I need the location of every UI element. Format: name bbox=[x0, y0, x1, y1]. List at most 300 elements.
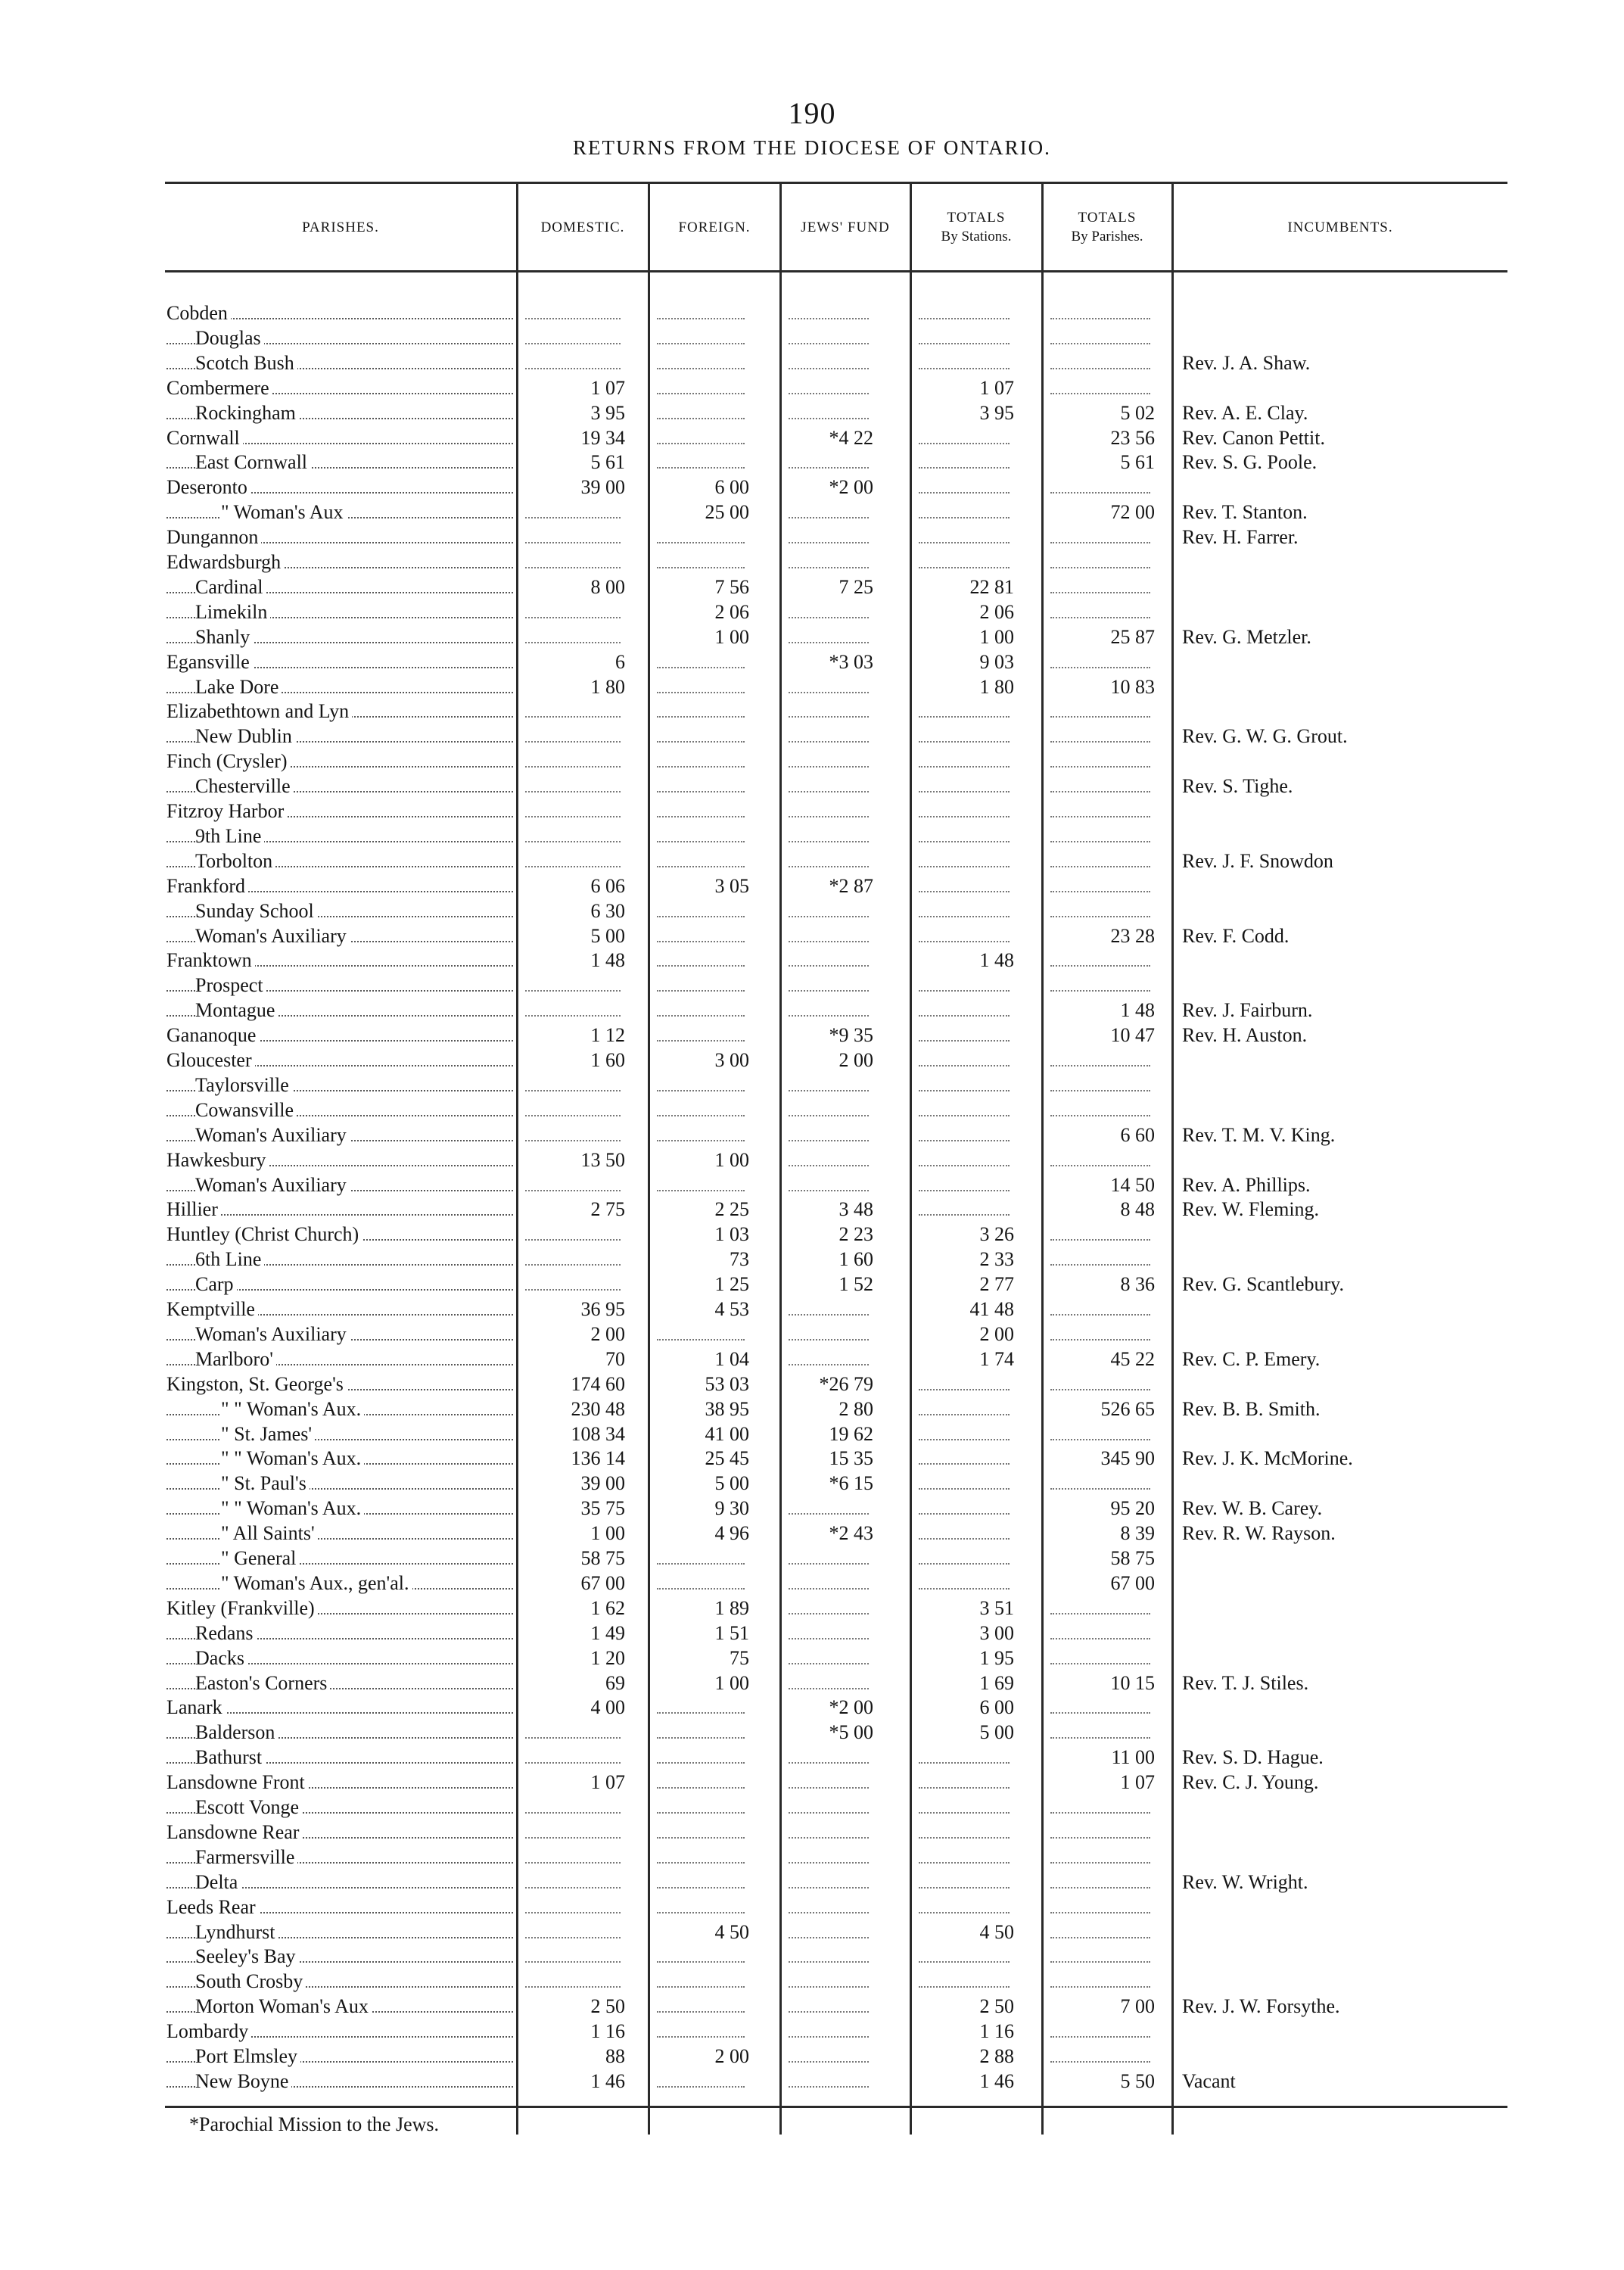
foreign-amount bbox=[652, 1895, 749, 1920]
dot-leader bbox=[657, 774, 745, 792]
jews-fund-amount bbox=[784, 1845, 873, 1870]
domestic-amount: 39 00 bbox=[580, 1472, 625, 1495]
dot-leader bbox=[789, 550, 869, 568]
dot-leader bbox=[525, 774, 621, 792]
foreign-amount: 1 04 bbox=[714, 1347, 749, 1370]
parish-name: Port Elmsley bbox=[195, 2045, 300, 2067]
total-by-parishes: 10 15 bbox=[1110, 1671, 1155, 1694]
dot-leader bbox=[789, 1098, 869, 1116]
parish-name: Douglas bbox=[195, 327, 264, 349]
dot-leader bbox=[789, 301, 869, 319]
foreign-amount bbox=[652, 948, 749, 973]
total-by-parishes bbox=[1046, 1646, 1155, 1671]
foreign-amount bbox=[652, 326, 749, 350]
parish-name-cell bbox=[166, 1322, 518, 1347]
dot-leader bbox=[1050, 376, 1150, 394]
parish-name: Hawkesbury bbox=[166, 1149, 269, 1171]
dot-leader bbox=[919, 1745, 1010, 1764]
jews-fund-amount: *4 22 bbox=[829, 426, 873, 449]
total-by-stations bbox=[914, 1845, 1014, 1870]
total-by-stations: 5 00 bbox=[979, 1721, 1014, 1744]
total-by-parishes bbox=[1046, 799, 1155, 824]
jews-fund-amount bbox=[784, 849, 873, 873]
total-by-stations bbox=[914, 426, 1014, 450]
total-by-parishes: 6 60 bbox=[1120, 1123, 1155, 1146]
dot-leader bbox=[789, 1745, 869, 1764]
foreign-amount bbox=[652, 1098, 749, 1123]
domestic-amount: 174 60 bbox=[571, 1372, 625, 1395]
table-row bbox=[0, 1795, 1624, 1820]
incumbent-name: Rev. H. Auston. bbox=[1182, 1024, 1308, 1047]
foreign-amount bbox=[652, 724, 749, 749]
dot-leader bbox=[789, 1571, 869, 1590]
jews-fund-amount: *5 00 bbox=[829, 1721, 873, 1744]
domestic-amount: 35 75 bbox=[580, 1497, 625, 1520]
dot-leader bbox=[1050, 1148, 1150, 1166]
dot-leader bbox=[789, 948, 869, 967]
foreign-amount: 1 00 bbox=[714, 625, 749, 648]
parish-name-cell bbox=[166, 1023, 518, 1048]
foreign-amount: 4 53 bbox=[714, 1298, 749, 1320]
dot-leader bbox=[919, 1546, 1010, 1565]
table-row bbox=[0, 1322, 1624, 1347]
total-by-parishes bbox=[1046, 650, 1155, 674]
parish-name-cell bbox=[166, 1770, 518, 1795]
parish-name-cell bbox=[166, 525, 518, 550]
total-by-parishes bbox=[1046, 1820, 1155, 1845]
domestic-amount bbox=[521, 1272, 625, 1297]
dot-leader bbox=[789, 1148, 869, 1166]
jews-fund-amount: 2 23 bbox=[838, 1223, 873, 1246]
parish-name: Fitzroy Harbor bbox=[166, 800, 287, 822]
total-by-stations bbox=[914, 1571, 1014, 1596]
incumbent-name bbox=[1182, 1297, 1606, 1322]
total-by-parishes bbox=[1046, 1596, 1155, 1621]
dot-leader bbox=[919, 1870, 1010, 1889]
dot-leader bbox=[1050, 1322, 1150, 1341]
dot-leader bbox=[1050, 2019, 1150, 2038]
dot-leader bbox=[525, 500, 621, 518]
total-by-stations bbox=[914, 1521, 1014, 1546]
incumbent-name: Rev. W. Wright. bbox=[1182, 1870, 1308, 1893]
dot-leader bbox=[525, 724, 621, 743]
total-by-stations: 22 81 bbox=[969, 575, 1014, 598]
jews-fund-amount bbox=[784, 1646, 873, 1671]
domestic-amount: 70 bbox=[605, 1347, 625, 1370]
jews-fund-amount bbox=[784, 1347, 873, 1372]
parish-name: Egansville bbox=[166, 651, 253, 673]
table-row bbox=[0, 1820, 1624, 1845]
foreign-amount bbox=[652, 1845, 749, 1870]
table-row bbox=[0, 1920, 1624, 1945]
jews-fund-amount bbox=[784, 1621, 873, 1646]
dot-leader bbox=[657, 1720, 745, 1739]
dot-leader bbox=[789, 1646, 869, 1664]
incumbent-name bbox=[1182, 2044, 1606, 2069]
dot-leader bbox=[789, 1546, 869, 1565]
incumbent-name: Rev. B. B. Smith. bbox=[1182, 1397, 1321, 1420]
jews-fund-amount bbox=[784, 1297, 873, 1322]
dot-leader bbox=[1050, 1920, 1150, 1938]
incumbent-name bbox=[1182, 1621, 1606, 1646]
total-by-parishes bbox=[1046, 699, 1155, 724]
dot-leader bbox=[525, 1173, 621, 1191]
dot-leader bbox=[919, 1521, 1010, 1540]
foreign-amount bbox=[652, 1795, 749, 1820]
total-by-parishes: 95 20 bbox=[1110, 1497, 1155, 1520]
total-by-parishes: 25 87 bbox=[1110, 625, 1155, 648]
domestic-amount bbox=[521, 824, 625, 849]
parish-name-cell bbox=[166, 1123, 518, 1147]
table-row bbox=[0, 426, 1624, 450]
parish-name: Farmersville bbox=[195, 1846, 297, 1868]
domestic-amount: 2 75 bbox=[590, 1198, 625, 1221]
parish-name: Cowansville bbox=[195, 1099, 297, 1121]
parish-name-cell bbox=[166, 1895, 518, 1920]
total-by-parishes bbox=[1046, 1422, 1155, 1446]
foreign-amount bbox=[652, 1546, 749, 1571]
total-by-stations: 2 77 bbox=[979, 1273, 1014, 1296]
foreign-amount bbox=[652, 924, 749, 948]
total-by-stations bbox=[914, 724, 1014, 749]
incumbent-name: Rev. J. Fairburn. bbox=[1182, 999, 1313, 1022]
incumbent-name: Rev. H. Farrer. bbox=[1182, 526, 1299, 549]
domestic-amount: 1 07 bbox=[590, 376, 625, 399]
dot-leader bbox=[789, 525, 869, 543]
dot-leader bbox=[525, 326, 621, 344]
parish-name-cell bbox=[166, 1297, 518, 1322]
dot-leader bbox=[1050, 1247, 1150, 1266]
incumbent-name bbox=[1182, 1222, 1606, 1247]
table-row bbox=[0, 475, 1624, 500]
total-by-parishes bbox=[1046, 550, 1155, 575]
dot-leader bbox=[657, 301, 745, 319]
parish-name-cell bbox=[166, 699, 518, 724]
jews-fund-amount bbox=[784, 1496, 873, 1521]
table-row bbox=[0, 1222, 1624, 1247]
domestic-amount: 58 75 bbox=[580, 1547, 625, 1569]
parish-name-cell bbox=[166, 1745, 518, 1770]
dot-leader bbox=[789, 724, 869, 743]
parish-name: " " Woman's Aux. bbox=[221, 1447, 364, 1469]
total-by-stations bbox=[914, 525, 1014, 550]
incumbent-name bbox=[1182, 1720, 1606, 1745]
jews-fund-amount bbox=[784, 1770, 873, 1795]
total-by-stations bbox=[914, 550, 1014, 575]
dot-leader bbox=[1050, 1422, 1150, 1440]
incumbent-name bbox=[1182, 1695, 1606, 1720]
incumbent-name: Rev. C. J. Young. bbox=[1182, 1771, 1319, 1794]
parish-name: New Dublin bbox=[195, 725, 295, 747]
dot-leader bbox=[657, 1322, 745, 1341]
domestic-amount bbox=[521, 600, 625, 624]
total-by-stations bbox=[914, 799, 1014, 824]
parish-name: Shanly bbox=[195, 626, 253, 648]
table-row bbox=[0, 1521, 1624, 1546]
jews-fund-amount: 3 48 bbox=[838, 1198, 873, 1221]
parish-name-cell bbox=[166, 1471, 518, 1496]
table-row bbox=[0, 550, 1624, 575]
foreign-amount bbox=[652, 401, 749, 425]
total-by-stations bbox=[914, 1397, 1014, 1421]
dot-leader bbox=[657, 351, 745, 369]
foreign-amount bbox=[652, 351, 749, 375]
domestic-amount bbox=[521, 625, 625, 649]
dot-leader bbox=[657, 724, 745, 743]
total-by-parishes bbox=[1046, 1148, 1155, 1172]
total-by-stations: 3 95 bbox=[979, 401, 1014, 424]
dot-leader bbox=[789, 1621, 869, 1639]
table-row bbox=[0, 625, 1624, 649]
dot-leader bbox=[657, 824, 745, 842]
dot-leader bbox=[1050, 1297, 1150, 1316]
table-row bbox=[0, 874, 1624, 898]
dot-leader bbox=[1050, 1098, 1150, 1116]
jews-fund-amount bbox=[784, 1920, 873, 1945]
foreign-amount: 1 00 bbox=[714, 1148, 749, 1171]
dot-leader bbox=[919, 525, 1010, 543]
incumbent-name bbox=[1182, 874, 1606, 898]
jews-fund-amount bbox=[784, 2069, 873, 2094]
total-by-parishes bbox=[1046, 899, 1155, 923]
foreign-amount bbox=[652, 1720, 749, 1745]
foreign-amount bbox=[652, 799, 749, 824]
foreign-amount bbox=[652, 849, 749, 873]
parish-name-cell bbox=[166, 426, 518, 450]
incumbent-name bbox=[1182, 973, 1606, 998]
incumbent-name bbox=[1182, 1422, 1606, 1446]
jews-fund-amount bbox=[784, 799, 873, 824]
dot-leader bbox=[789, 2019, 869, 2038]
top-rule bbox=[165, 182, 1507, 184]
domestic-amount bbox=[521, 301, 625, 325]
parish-name: " General bbox=[221, 1547, 299, 1569]
foreign-amount: 6 00 bbox=[714, 476, 749, 499]
total-by-stations: 1 07 bbox=[979, 376, 1014, 399]
header-domestic: DOMESTIC. bbox=[540, 219, 625, 235]
domestic-amount: 13 50 bbox=[580, 1148, 625, 1171]
incumbent-name bbox=[1182, 1372, 1606, 1397]
incumbent-name bbox=[1182, 899, 1606, 923]
table-row bbox=[0, 1098, 1624, 1123]
parish-name: " St. James' bbox=[221, 1423, 315, 1445]
table-row bbox=[0, 2019, 1624, 2044]
foreign-amount bbox=[652, 450, 749, 475]
parish-name: Limekiln bbox=[195, 601, 270, 623]
jews-fund-amount bbox=[784, 1895, 873, 1920]
total-by-stations bbox=[914, 849, 1014, 873]
table-row bbox=[0, 1496, 1624, 1521]
dot-leader bbox=[1050, 1646, 1150, 1664]
dot-leader bbox=[525, 824, 621, 842]
total-by-parishes bbox=[1046, 351, 1155, 375]
table-row bbox=[0, 899, 1624, 923]
parish-name: Taylorsville bbox=[195, 1074, 292, 1096]
dot-leader bbox=[657, 376, 745, 394]
foreign-amount bbox=[652, 550, 749, 575]
table-row bbox=[0, 1945, 1624, 1969]
dot-leader bbox=[657, 1770, 745, 1789]
dot-leader bbox=[919, 1571, 1010, 1590]
table-row bbox=[0, 1247, 1624, 1272]
domestic-amount bbox=[521, 1073, 625, 1098]
total-by-parishes bbox=[1046, 1471, 1155, 1496]
parish-name-cell bbox=[166, 1870, 518, 1895]
dot-leader bbox=[1050, 326, 1150, 344]
incumbent-name bbox=[1182, 550, 1606, 575]
table-row bbox=[0, 1123, 1624, 1147]
total-by-parishes bbox=[1046, 1098, 1155, 1123]
dot-leader bbox=[789, 1123, 869, 1141]
parish-name-cell bbox=[166, 849, 518, 873]
domestic-amount bbox=[521, 724, 625, 749]
table-row bbox=[0, 1596, 1624, 1621]
dot-leader bbox=[525, 799, 621, 817]
parish-name-cell bbox=[166, 1945, 518, 1969]
foreign-amount bbox=[652, 824, 749, 849]
domestic-amount: 2 50 bbox=[590, 1995, 625, 2018]
total-by-parishes: 526 65 bbox=[1100, 1397, 1155, 1420]
total-by-stations bbox=[914, 1098, 1014, 1123]
dot-leader bbox=[789, 774, 869, 792]
foreign-amount: 25 00 bbox=[705, 501, 749, 524]
dot-leader bbox=[657, 675, 745, 693]
foreign-amount bbox=[652, 1994, 749, 2019]
parish-name: Gloucester bbox=[166, 1049, 255, 1071]
total-by-stations bbox=[914, 1123, 1014, 1147]
dot-leader bbox=[1050, 650, 1150, 668]
jews-fund-amount bbox=[784, 1795, 873, 1820]
dot-leader bbox=[919, 874, 1010, 892]
jews-fund-amount bbox=[784, 401, 873, 425]
jews-fund-amount bbox=[784, 675, 873, 699]
parish-name-cell bbox=[166, 1496, 518, 1521]
total-by-parishes bbox=[1046, 849, 1155, 873]
jews-fund-amount: 15 35 bbox=[829, 1447, 873, 1470]
parish-name-cell bbox=[166, 550, 518, 575]
foreign-amount: 2 00 bbox=[714, 2045, 749, 2067]
parish-name: Leeds Rear bbox=[166, 1896, 259, 1918]
total-by-parishes: 67 00 bbox=[1110, 1571, 1155, 1594]
total-by-parishes bbox=[1046, 1720, 1155, 1745]
dot-leader bbox=[657, 1870, 745, 1889]
dot-leader bbox=[789, 1970, 869, 1988]
jews-fund-amount bbox=[784, 1596, 873, 1621]
parish-name: Rockingham bbox=[195, 402, 299, 424]
dot-leader bbox=[525, 1098, 621, 1116]
dot-leader bbox=[919, 1446, 1010, 1465]
dot-leader bbox=[789, 675, 869, 693]
parish-name: Huntley (Christ Church) bbox=[166, 1223, 362, 1245]
total-by-stations: 3 51 bbox=[979, 1596, 1014, 1619]
jews-fund-amount: 2 80 bbox=[838, 1397, 873, 1420]
table-row bbox=[0, 749, 1624, 774]
table-row bbox=[0, 1621, 1624, 1646]
dot-leader bbox=[657, 1173, 745, 1191]
domestic-amount: 2 00 bbox=[590, 1322, 625, 1345]
incumbent-name: Rev. J. F. Snowdon bbox=[1182, 849, 1333, 872]
foreign-amount: 1 51 bbox=[714, 1621, 749, 1644]
total-by-parishes bbox=[1046, 1247, 1155, 1272]
total-by-stations bbox=[914, 924, 1014, 948]
parish-name-cell bbox=[166, 1695, 518, 1720]
incumbent-name bbox=[1182, 1895, 1606, 1920]
dot-leader bbox=[1050, 899, 1150, 917]
parish-name: " St. Paul's bbox=[221, 1472, 310, 1494]
incumbent-name: Rev. G. W. G. Grout. bbox=[1182, 725, 1348, 748]
dot-leader bbox=[789, 924, 869, 942]
footnote: *Parochial Mission to the Jews. bbox=[189, 2113, 440, 2135]
dot-leader bbox=[657, 948, 745, 967]
domestic-amount: 1 12 bbox=[590, 1024, 625, 1047]
foreign-amount: 73 bbox=[730, 1248, 749, 1271]
jews-fund-amount bbox=[784, 625, 873, 649]
table-row bbox=[0, 1422, 1624, 1446]
domestic-amount: 1 62 bbox=[590, 1596, 625, 1619]
dot-leader bbox=[919, 998, 1010, 1017]
foreign-amount bbox=[652, 376, 749, 400]
dot-leader bbox=[919, 924, 1010, 942]
dot-leader bbox=[657, 973, 745, 992]
dot-leader bbox=[1050, 1870, 1150, 1889]
parish-name: Balderson bbox=[195, 1721, 278, 1743]
dot-leader bbox=[525, 301, 621, 319]
jews-fund-amount bbox=[784, 326, 873, 350]
incumbent-name: Rev. T. M. V. King. bbox=[1182, 1123, 1336, 1146]
dot-leader bbox=[525, 1795, 621, 1814]
foreign-amount bbox=[652, 998, 749, 1023]
total-by-parishes: 5 50 bbox=[1120, 2069, 1155, 2092]
parish-name: Seeley's Bay bbox=[195, 1945, 299, 1967]
foreign-amount: 7 56 bbox=[714, 575, 749, 598]
parish-name-cell bbox=[166, 799, 518, 824]
table-row bbox=[0, 1272, 1624, 1297]
domestic-amount bbox=[521, 774, 625, 799]
incumbent-name: Rev. Canon Pettit. bbox=[1182, 426, 1325, 449]
parish-name: Gananoque bbox=[166, 1024, 259, 1046]
table-row bbox=[0, 774, 1624, 799]
dot-leader bbox=[789, 824, 869, 842]
domestic-amount: 5 61 bbox=[590, 451, 625, 474]
dot-leader bbox=[789, 1173, 869, 1191]
parish-name-cell bbox=[166, 1197, 518, 1222]
foreign-amount: 4 96 bbox=[714, 1522, 749, 1545]
dot-leader bbox=[657, 1945, 745, 1963]
dot-leader bbox=[789, 1795, 869, 1814]
page-number: 190 bbox=[788, 96, 836, 130]
parish-name-cell bbox=[166, 1048, 518, 1073]
parish-name-cell bbox=[166, 1994, 518, 2019]
jews-fund-amount: 19 62 bbox=[829, 1422, 873, 1445]
foreign-amount: 1 03 bbox=[714, 1223, 749, 1246]
parish-name: 6th Line bbox=[195, 1248, 264, 1270]
total-by-stations bbox=[914, 1048, 1014, 1073]
foreign-amount bbox=[652, 1820, 749, 1845]
total-by-parishes bbox=[1046, 1297, 1155, 1322]
total-by-parishes: 23 28 bbox=[1110, 924, 1155, 947]
table-row bbox=[0, 1397, 1624, 1421]
dot-leader bbox=[657, 1123, 745, 1141]
dot-leader bbox=[789, 1322, 869, 1341]
incumbent-name bbox=[1182, 600, 1606, 624]
parish-name-cell bbox=[166, 1671, 518, 1695]
dot-leader bbox=[525, 1745, 621, 1764]
domestic-amount bbox=[521, 1920, 625, 1945]
domestic-amount bbox=[521, 351, 625, 375]
parish-name: Finch (Crysler) bbox=[166, 750, 291, 772]
dot-leader bbox=[1050, 849, 1150, 867]
table-row bbox=[0, 1446, 1624, 1471]
